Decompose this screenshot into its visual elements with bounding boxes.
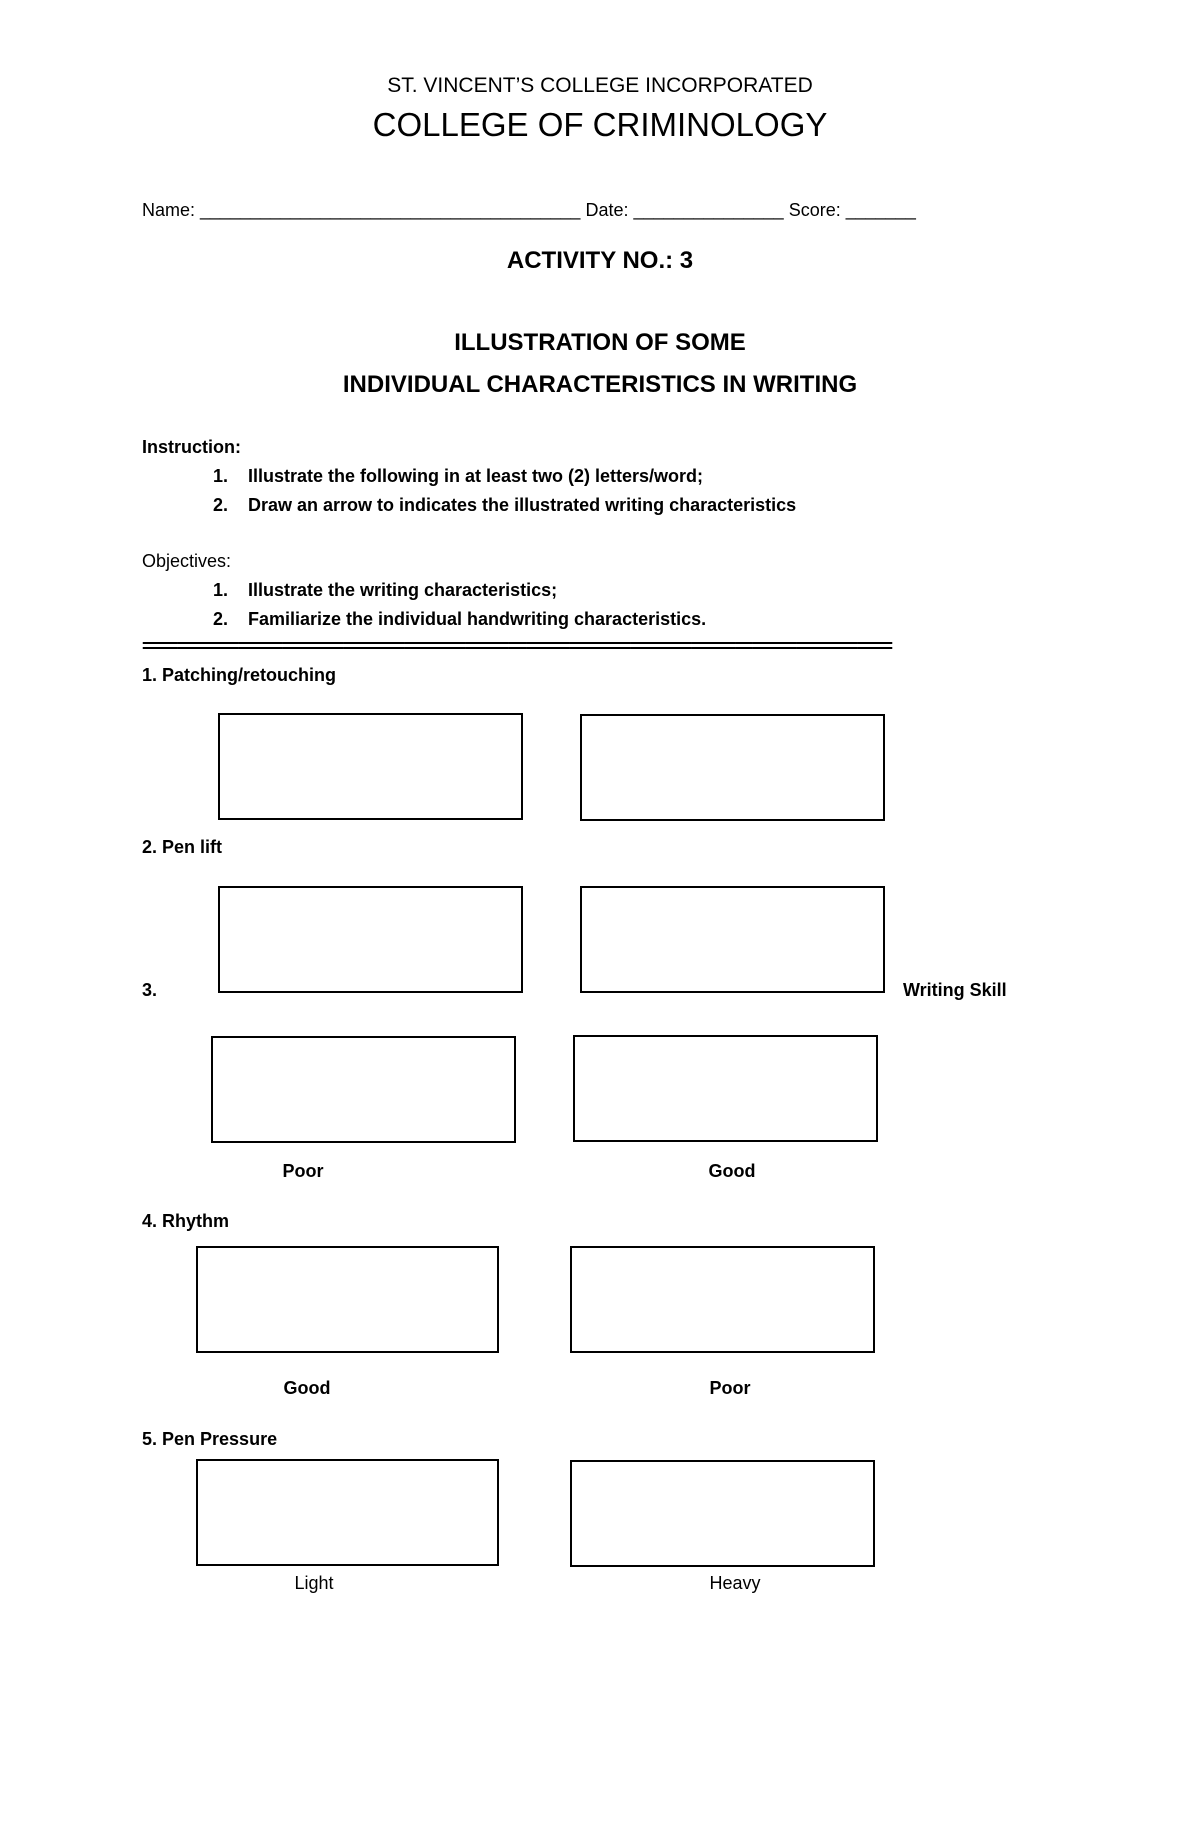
section-3-box-left[interactable]: [211, 1036, 516, 1143]
instruction-item-1: Illustrate the following in at least two (2) letters/word;: [248, 466, 704, 486]
section-3-side-label: Writing Skill: [903, 980, 1007, 1000]
section-3-label: 3.: [142, 980, 158, 1000]
name-blank: ______________________________________: [200, 200, 581, 220]
section-4-caption-right: Poor: [709, 1378, 751, 1398]
section-5-label: 5. Pen Pressure: [142, 1429, 278, 1449]
score-blank: _______: [845, 200, 916, 220]
activity-number: ACTIVITY NO.: 3: [506, 247, 694, 274]
objective-item-2: Familiarize the individual handwriting characteristics.: [248, 609, 707, 629]
section-5-caption-left: Light: [294, 1573, 334, 1593]
section-3-caption-left: Poor: [282, 1161, 324, 1181]
section-1-label: 1. Patching/retouching: [142, 665, 337, 685]
section-5-box-left[interactable]: [196, 1459, 499, 1566]
objective-num-2: 2.: [213, 609, 229, 629]
section-4-box-right[interactable]: [570, 1246, 875, 1353]
instruction-num-1: 1.: [213, 466, 229, 486]
divider: ======================================================================================: [142, 636, 892, 656]
section-4-box-left[interactable]: [196, 1246, 499, 1353]
section-2-label: 2. Pen lift: [142, 837, 223, 857]
section-5-caption-right: Heavy: [709, 1573, 761, 1593]
info-line: [142, 200, 916, 221]
section-2-box-right[interactable]: [580, 886, 885, 993]
title-line-1: ILLUSTRATION OF SOME: [454, 329, 746, 356]
section-4-caption-left: Good: [283, 1378, 331, 1398]
title-line-2: INDIVIDUAL CHARACTERISTICS IN WRITING: [342, 371, 858, 398]
section-3-caption-right: Good: [708, 1161, 756, 1181]
instruction-num-2: 2.: [213, 495, 229, 515]
section-2-box-left[interactable]: [218, 886, 523, 993]
objectives-heading: Objectives:: [142, 551, 232, 571]
section-1-box-right[interactable]: [580, 714, 885, 821]
objective-num-1: 1.: [213, 580, 229, 600]
college-name: COLLEGE OF CRIMINOLOGY: [372, 106, 828, 143]
section-1-box-left[interactable]: [218, 713, 523, 820]
section-4-label: 4. Rhythm: [142, 1211, 230, 1231]
date-blank: _______________: [633, 200, 784, 220]
section-3-box-right[interactable]: [573, 1035, 878, 1142]
score-label: Score:: [788, 200, 841, 220]
objective-item-1: Illustrate the writing characteristics;: [248, 580, 558, 600]
instruction-heading: Instruction:: [142, 437, 241, 457]
instruction-item-2: Draw an arrow to indicates the illustrated writing characteristics: [248, 495, 797, 515]
date-label: Date:: [585, 200, 629, 220]
name-label: Name:: [142, 200, 196, 220]
school-name: ST. VINCENT’S COLLEGE INCORPORATED: [387, 74, 813, 97]
section-5-box-right[interactable]: [570, 1460, 875, 1567]
